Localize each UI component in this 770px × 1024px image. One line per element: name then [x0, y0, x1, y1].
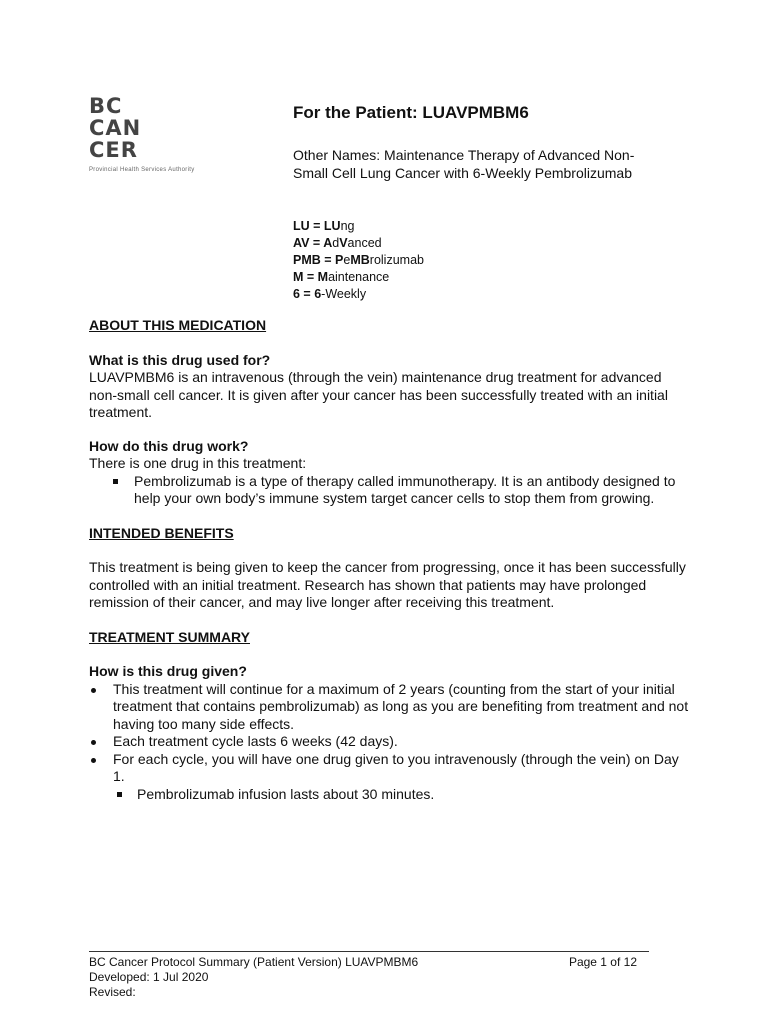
logo-line-2: CAN: [89, 116, 142, 140]
drug-use-question: What is this drug used for?: [89, 351, 271, 368]
acronym-list: [293, 218, 424, 303]
list-item: Pembrolizumab infusion lasts about 30 minutes.: [113, 786, 689, 804]
footer-developed: Developed: 1 Jul 2020: [89, 970, 209, 984]
bullet-icon: [91, 740, 96, 745]
list-item: This treatment will continue for a maximum of 2 years (counting from the start of your initial treatment that contains pembrolizumab) as long as you are benefiting from treatment and not having too many side effects.: [89, 681, 689, 734]
acronym-6: 6 = 6-Weekly: [293, 287, 367, 301]
page-title: For the Patient: LUAVPMBM6: [293, 103, 529, 122]
about-heading: ABOUT THIS MEDICATION: [89, 317, 267, 333]
benefits-heading: INTENDED BENEFITS: [89, 524, 234, 541]
list-item: Each treatment cycle lasts 6 weeks (42 days).: [89, 733, 689, 751]
logo-subtitle: Provincial Health Services Authority: [89, 167, 195, 173]
page-number: Page 1 of 12: [568, 955, 637, 969]
bullet-icon: [91, 688, 96, 693]
logo-line-3: CER: [89, 138, 138, 162]
drug-work-question: How do this drug work?: [89, 437, 249, 454]
bullet-icon: [91, 758, 96, 763]
acronym-lu: LU = LUng: [293, 219, 355, 233]
list-item: Pembrolizumab is a type of therapy called immunotherapy. It is an antibody designed to help your own body’s immune system target cancer cells to stop them from growing.: [113, 473, 689, 508]
sub-list: [113, 786, 689, 804]
acronym-m: M = Maintenance: [293, 270, 390, 284]
list-item: For each cycle, you will have one drug given to you intravenously (through the vein) on Day 1. Pembrolizumab infusion lasts about 30 minutes.: [89, 751, 689, 804]
benefits-text: This treatment is being given to keep the cancer from progressing, once it has been successfully controlled with an initial treatment. Research has shown that patients may have prolonged remission of their cancer, and may live longer after receiving this treatment.: [89, 559, 686, 610]
drug-list: [89, 473, 689, 508]
acronym-pmb: PMB = PeMBrolizumab: [293, 253, 424, 267]
footer-divider: [89, 951, 649, 952]
drug-given-question: How is this drug given?: [89, 663, 247, 679]
footer-revised: Revised:: [89, 985, 136, 999]
drug-work-intro: There is one drug in this treatment:: [89, 455, 307, 471]
drug-use-answer: LUAVPMBM6 is an intravenous (through the vein) maintenance drug treatment for advanced non-small cell cancer. It is given after your cancer has been successfully treated with an initial treatment.: [89, 369, 668, 420]
document-body: [89, 317, 689, 803]
page-footer: [89, 955, 649, 1000]
other-names: Other Names: Maintenance Therapy of Advanced Non-Small Cell Lung Cancer with 6-Weekly Pembrolizumab: [293, 147, 635, 181]
summary-list: [89, 681, 689, 804]
logo-line-1: BC: [89, 94, 123, 118]
summary-heading: TREATMENT SUMMARY: [89, 628, 250, 645]
footer-protocol: BC Cancer Protocol Summary (Patient Version) LUAVPMBM6: [89, 955, 419, 969]
bc-cancer-logo: [89, 95, 195, 173]
acronym-av: AV = AdVanced: [293, 236, 382, 250]
